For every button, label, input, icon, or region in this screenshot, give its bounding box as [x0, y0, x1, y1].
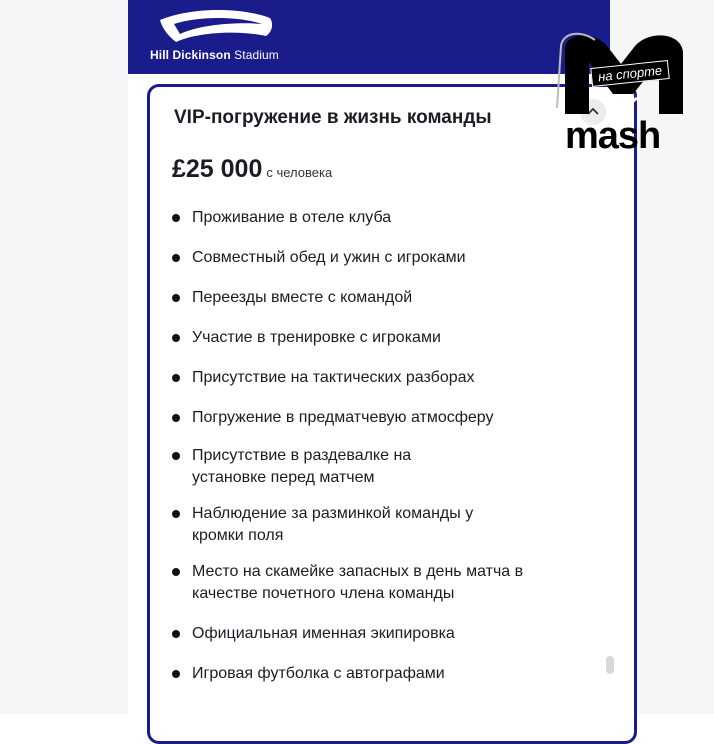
feature-text: Участие в тренировке с игроками: [192, 329, 441, 346]
feature-text: Игровая футболка с автографами: [192, 665, 445, 682]
feature-text: Проживание в отеле клуба: [192, 209, 392, 226]
scroll-edge: [606, 656, 614, 674]
bullet-icon: [172, 452, 180, 460]
stadium-roof-icon: [158, 6, 278, 44]
feature-item: [168, 663, 588, 685]
feature-item: [168, 445, 468, 489]
feature-text: Переезды вместе с командой: [192, 289, 413, 306]
feature-text: Присутствие в раздевалке на установке перед матчем: [192, 447, 412, 486]
feature-item: [168, 623, 588, 645]
price-amount: £25 000: [172, 155, 263, 183]
feature-item: [168, 207, 588, 229]
feature-text: Присутствие на тактических разборах: [192, 369, 475, 386]
feature-item: [168, 247, 588, 269]
feature-item: [168, 367, 588, 389]
bullet-icon: [172, 414, 180, 422]
bullet-icon: [172, 374, 180, 382]
bullet-icon: [172, 214, 180, 222]
vip-package-card: [147, 84, 637, 744]
package-price: [172, 155, 332, 184]
feature-item: [168, 327, 588, 349]
price-note: с человека: [266, 165, 333, 180]
bullet-icon: [172, 294, 180, 302]
mash-ribbon: на спорте: [590, 60, 670, 87]
feature-text: Официальная именная экипировка: [192, 625, 455, 642]
feature-item: [168, 287, 588, 309]
feature-text: Наблюдение за разминкой команды у кромки поля: [192, 505, 474, 544]
mash-watermark: [555, 28, 695, 158]
bullet-icon: [172, 568, 180, 576]
stadium-name-bold: Hill Dickinson: [150, 48, 231, 62]
feature-item: [168, 561, 568, 605]
feature-text: Место на скамейке запасных в день матча в качестве почетного члена команды: [192, 563, 524, 602]
stadium-header: [128, 0, 610, 74]
feature-item: [168, 503, 513, 547]
feature-text: Погружение в предматчевую атмосферу: [192, 409, 494, 426]
bullet-icon: [172, 510, 180, 518]
feature-text: Совместный обед и ужин с игроками: [192, 249, 466, 266]
feature-item: [168, 407, 588, 429]
stadium-name: [150, 48, 279, 62]
bullet-icon: [172, 254, 180, 262]
mash-wordmark: mash: [565, 115, 661, 157]
bullet-icon: [172, 670, 180, 678]
stadium-name-thin: Stadium: [230, 48, 279, 62]
left-margin: [0, 0, 128, 714]
bullet-icon: [172, 630, 180, 638]
bullet-icon: [172, 334, 180, 342]
package-title: VIP-погружение в жизнь команды: [174, 107, 492, 128]
